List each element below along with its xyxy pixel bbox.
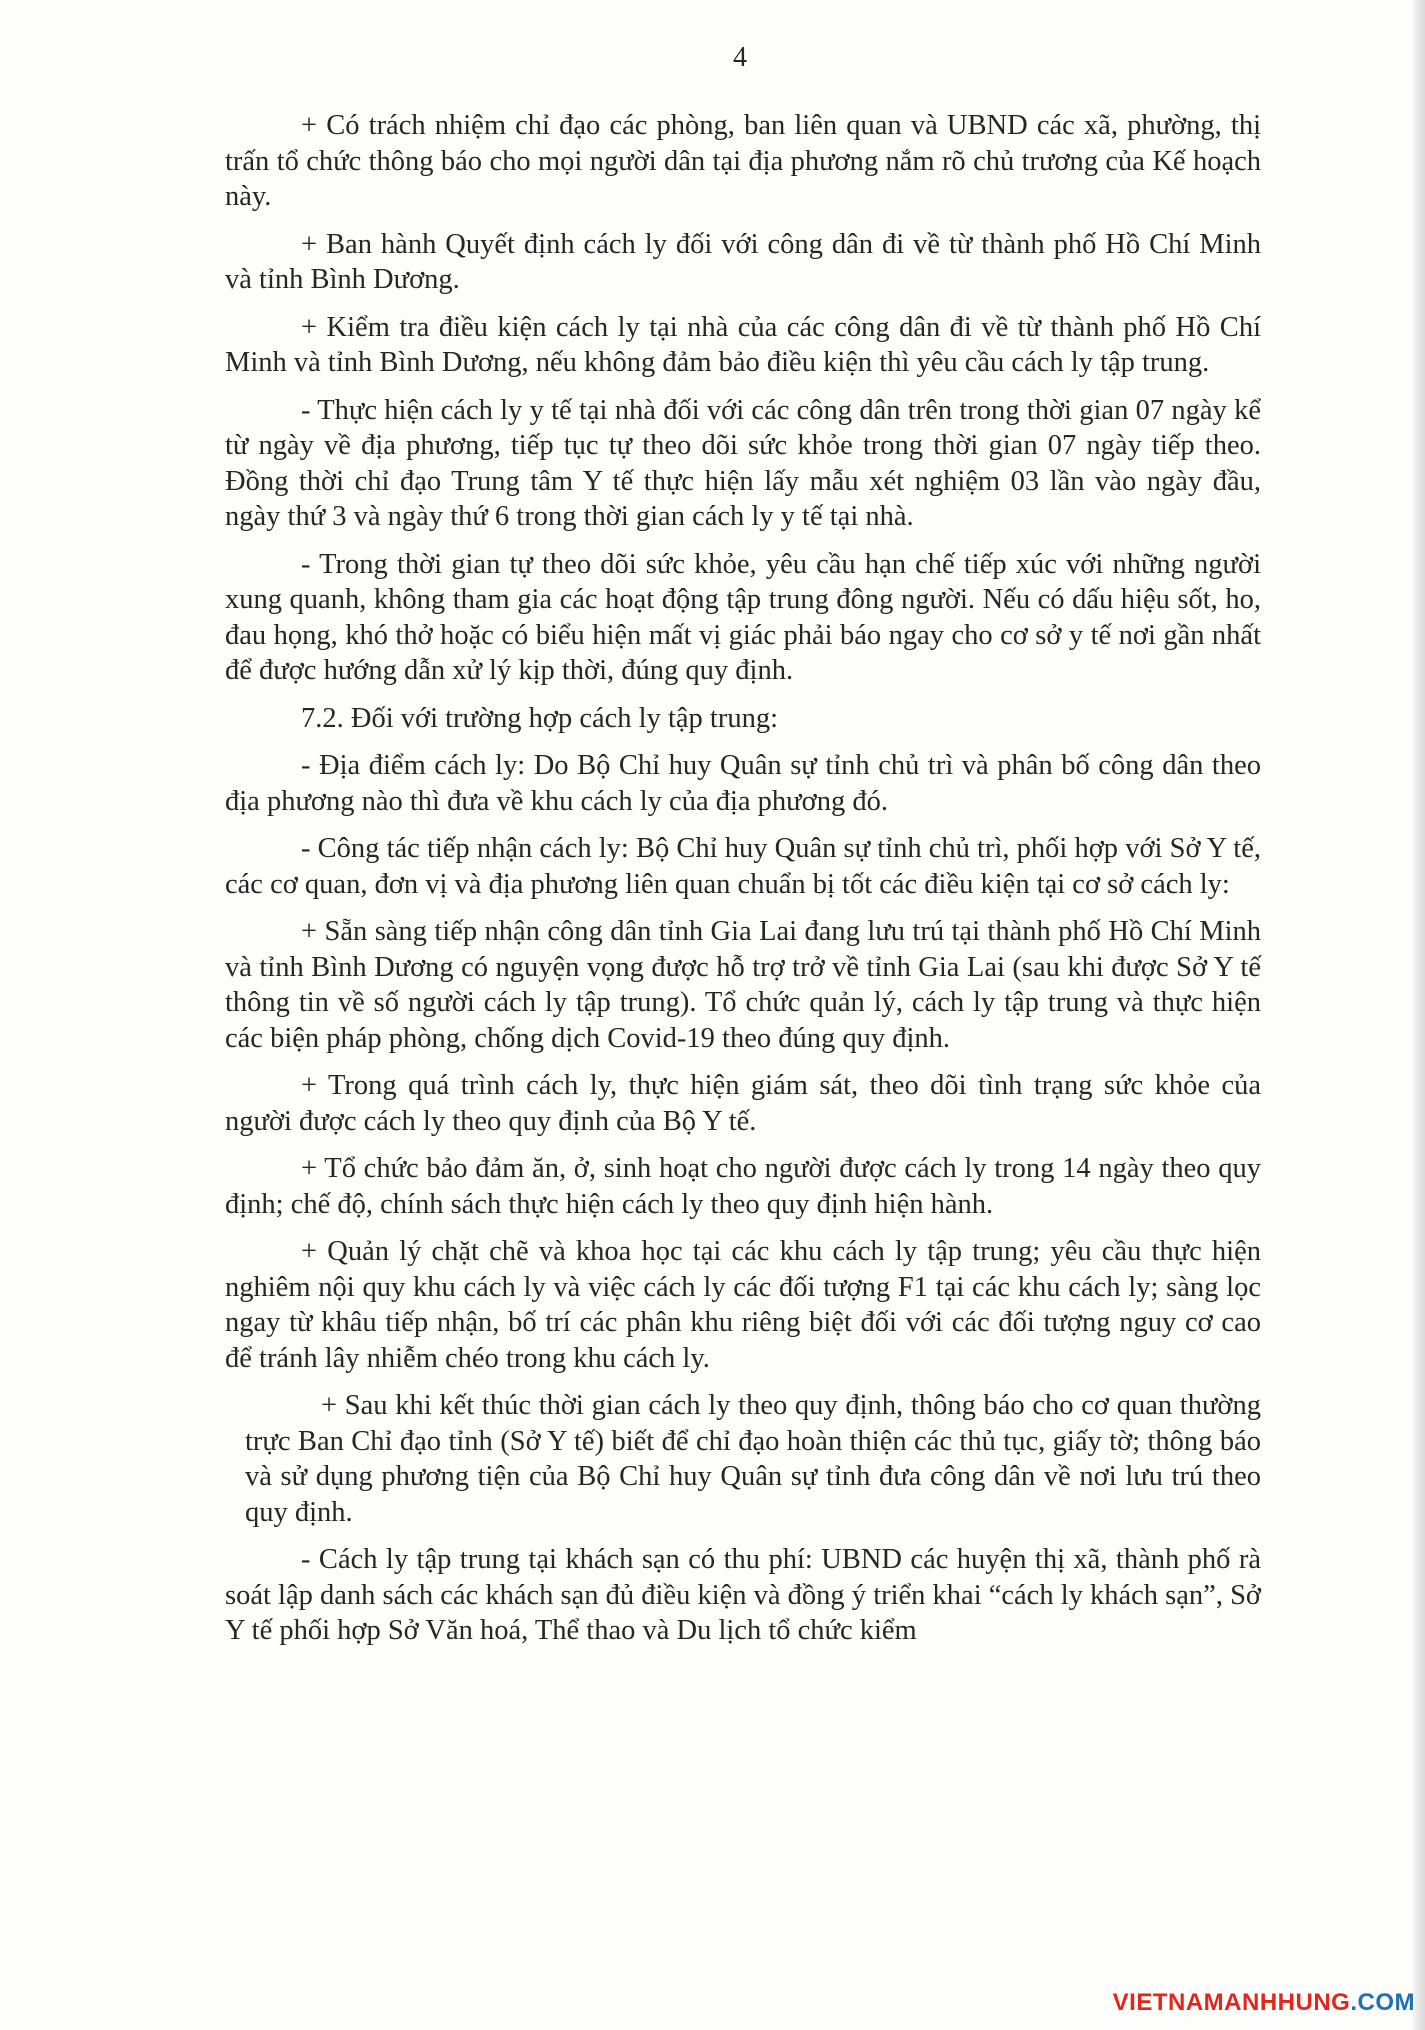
paragraph-quarantine-location: - Địa điểm cách ly: Do Bộ Chỉ huy Quân sự tỉnh chủ trì và phân bố công dân theo địa phương nào thì đưa về khu cách ly của địa phương đó. bbox=[225, 750, 1261, 817]
paragraph-ready-to-receive: + Sẵn sàng tiếp nhận công dân tỉnh Gia Lai đang lưu trú tại thành phố Hồ Chí Minh và tỉnh Bình Dương có nguyện vọng được hỗ trợ trở về tỉnh Gia Lai (sau khi được Sở Y tế thông tin về số người cách ly tập trung). Tổ chức quản lý, cách ly tập trung và thực hiện các biện pháp phòng, chống dịch Covid-19 theo đúng quy định. bbox=[225, 916, 1261, 1054]
paragraph-health-monitoring: + Trong quá trình cách ly, thực hiện giám sát, theo dõi tình trạng sức khỏe của người được cách ly theo quy định của Bộ Y tế. bbox=[225, 1070, 1261, 1137]
section-heading-7-2: 7.2. Đối với trường hợp cách ly tập trung: bbox=[301, 702, 778, 734]
paragraph-quarantine-decision: + Ban hành Quyết định cách ly đối với công dân đi về từ thành phố Hồ Chí Minh và tỉnh Bình Dương. bbox=[225, 228, 1261, 295]
scan-edge-shadow bbox=[1413, 0, 1425, 2030]
paragraph-hotel-quarantine: - Cách ly tập trung tại khách sạn có thu phí: UBND các huyện thị xã, thành phố rà soát lập danh sách các khách sạn đủ điều kiện và đồng ý triển khai “cách ly khách sạn”, Sở Y tế phối hợp Sở Văn hoá, Thể thao và Du lịch tổ chức kiểm bbox=[225, 1544, 1261, 1646]
paragraph-accommodation: + Tổ chức bảo đảm ăn, ở, sinh hoạt cho người được cách ly trong 14 ngày theo quy định; chế độ, chính sách thực hiện cách ly theo quy định hiện hành. bbox=[225, 1153, 1261, 1220]
paragraph-responsibility: + Có trách nhiệm chỉ đạo các phòng, ban liên quan và UBND các xã, phường, thị trấn tổ chức thông báo cho mọi người dân tại địa phương nắm rõ chủ trương của Kế hoạch này. bbox=[225, 110, 1261, 212]
paragraph-after-quarantine: + Sau khi kết thúc thời gian cách ly theo quy định, thông báo cho cơ quan thường trực Ban Chỉ đạo tỉnh (Sở Y tế) biết để chỉ đạo hoàn thiện các thủ tục, giấy tờ; thông báo và sử dụng phương tiện của Bộ Chỉ huy Quân sự tỉnh đưa công dân về nơi lưu trú theo quy định. bbox=[245, 1390, 1261, 1528]
paragraph-strict-management: + Quản lý chặt chẽ và khoa học tại các khu cách ly tập trung; yêu cầu thực hiện nghiêm nội quy khu cách ly và việc cách ly các đối tượng F1 tại các khu cách ly; sàng lọc ngay từ khâu tiếp nhận, bố trí các phân khu riêng biệt đối với các đối tượng nguy cơ cao để tránh lây nhiễm chéo trong khu cách ly. bbox=[225, 1236, 1261, 1374]
watermark-text-domain: .COM bbox=[1350, 1989, 1415, 2016]
watermark-logo bbox=[1113, 1989, 1415, 2017]
paragraph-reception-work: - Công tác tiếp nhận cách ly: Bộ Chỉ huy Quân sự tỉnh chủ trì, phối hợp với Sở Y tế, các cơ quan, đơn vị và địa phương liên quan chuẩn bị tốt các điều kiện tại cơ sở cách ly: bbox=[225, 833, 1261, 900]
page-number: 4 bbox=[733, 42, 747, 73]
paragraph-check-home-conditions: + Kiểm tra điều kiện cách ly tại nhà của các công dân đi về từ thành phố Hồ Chí Minh và tỉnh Bình Dương, nếu không đảm bảo điều kiện thì yêu cầu cách ly tập trung. bbox=[225, 311, 1261, 378]
paragraph-self-monitoring: - Trong thời gian tự theo dõi sức khỏe, yêu cầu hạn chế tiếp xúc với những người xung quanh, không tham gia các hoạt động tập trung đông người. Nếu có dấu hiệu sốt, ho, đau họng, khó thở hoặc có biểu hiện mất vị giác phải báo ngay cho cơ sở y tế nơi gần nhất để được hướng dẫn xử lý kịp thời, đúng quy định. bbox=[225, 548, 1261, 686]
document-body bbox=[225, 108, 1261, 1661]
watermark-text-main: VIETNAMANHHUNG bbox=[1112, 1989, 1351, 2016]
paragraph-home-quarantine: - Thực hiện cách ly y tế tại nhà đối với các công dân trên trong thời gian 07 ngày kể từ ngày về địa phương, tiếp tục tự theo dõi sức khỏe trong thời gian 07 ngày tiếp theo. Đồng thời chỉ đạo Trung tâm Y tế thực hiện lấy mẫu xét nghiệm 03 lần vào ngày đầu, ngày thứ 3 và ngày thứ 6 trong thời gian cách ly y tế tại nhà. bbox=[225, 394, 1261, 532]
